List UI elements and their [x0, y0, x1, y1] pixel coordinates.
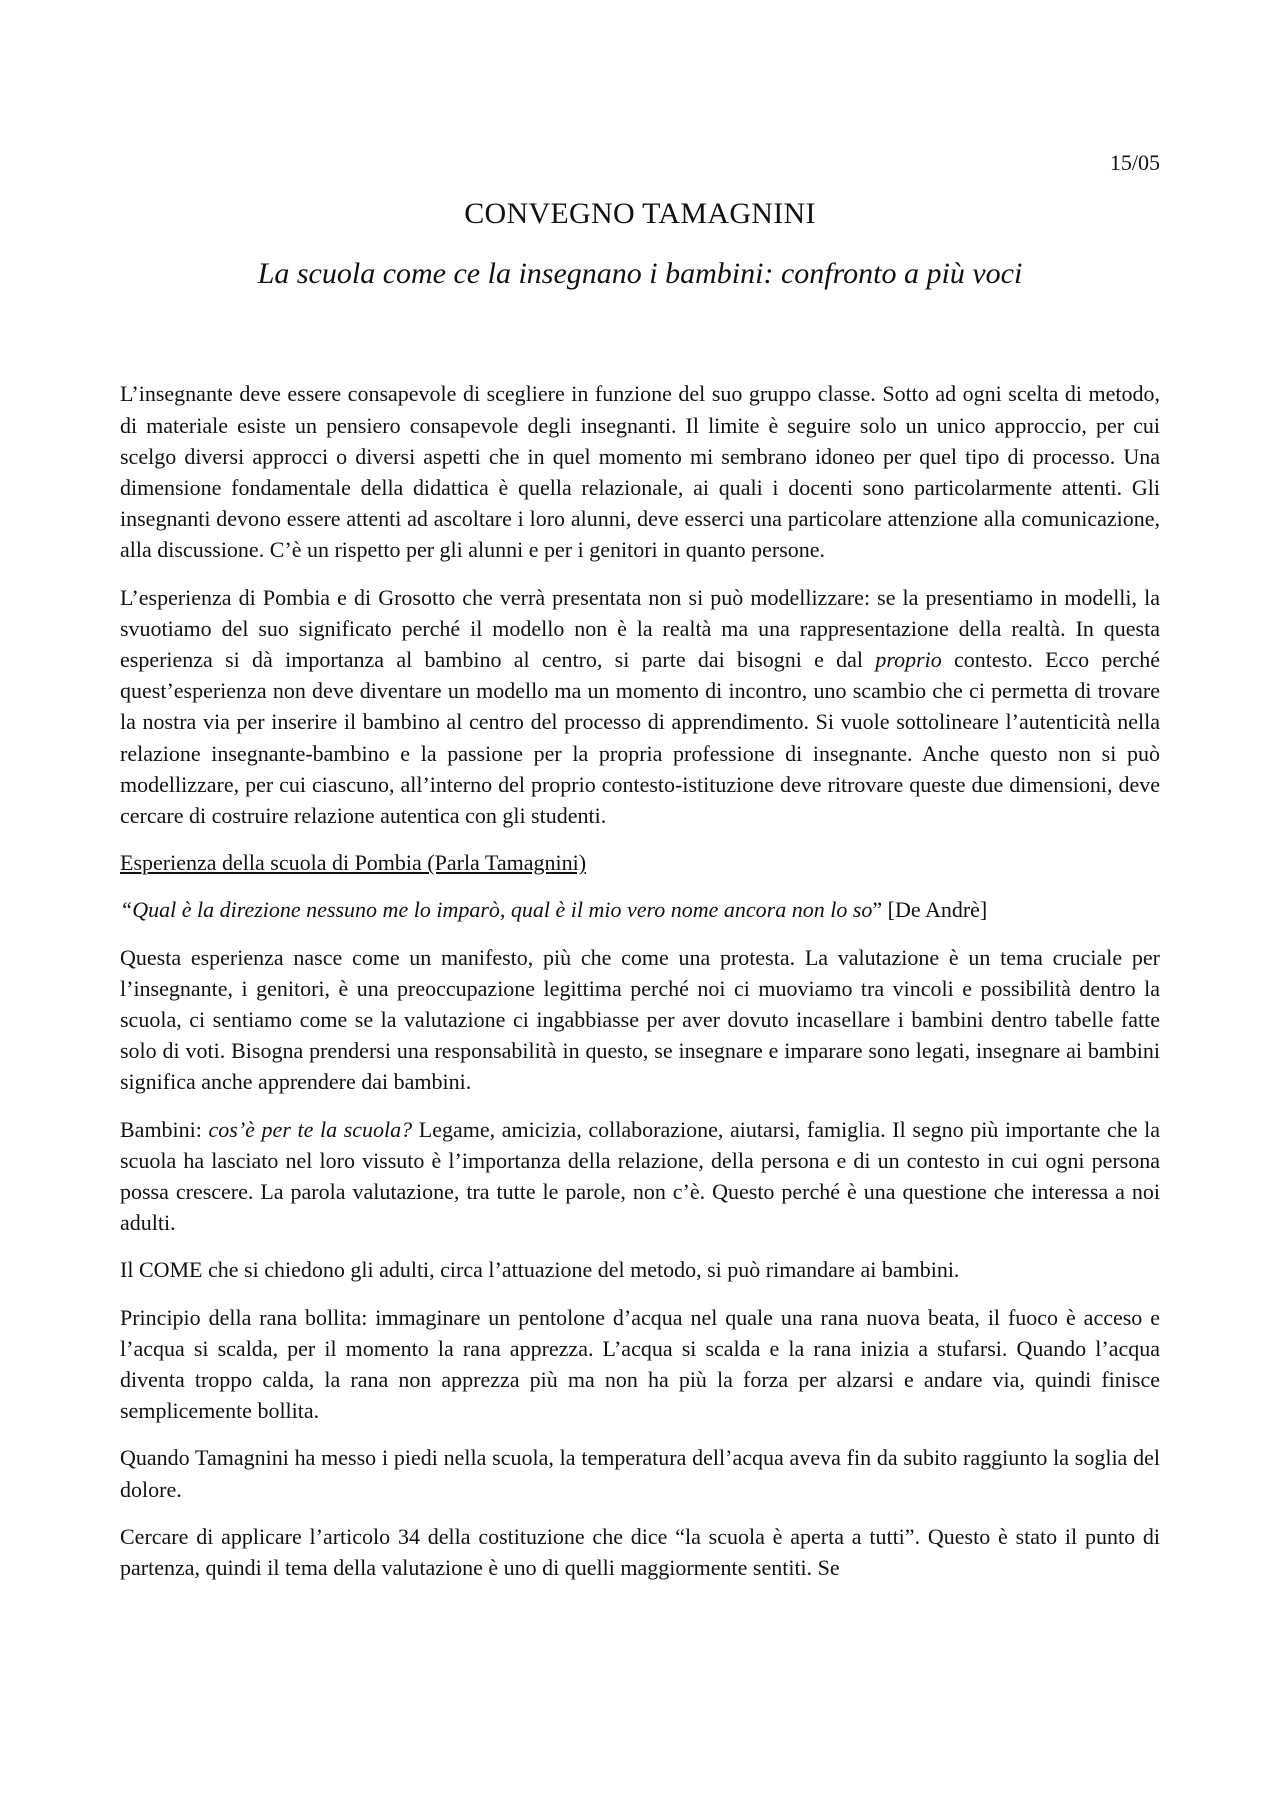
emphasis-question: cos’è per te la scuola?: [208, 1116, 413, 1142]
paragraph-text: Legame, amicizia, collaborazione, aiutarsi, famiglia. Il segno più importante che la scuola ha lasciato nel loro vissuto è l’importanza della relazione, della persona e di un contesto in cui ogni persona possa crescere. La parola valutazione, tra tutte le parole, non c’è. Questo perché è una questione che interessa a noi adulti.: [120, 1116, 1160, 1236]
paragraph-manifesto: Questa esperienza nasce come un manifesto, più che come una protesta. La valutazione è un tema cruciale per l’insegnante, i genitori, è una preoccupazione legittima perché noi ci muoviamo tra vincoli e possibilità dentro la scuola, ci sentiamo come se la valutazione ci ingabbiasse per aver dovuto incasellare i bambini dentro tabelle fatte solo di voti. Bisogna prendersi una responsabilità in questo, se insegnare e imparare sono legati, insegnare ai bambini significa anche apprendere dai bambini.: [120, 944, 1160, 1095]
paragraph-text: Bambini:: [120, 1116, 209, 1142]
paragraph-temperatura: Quando Tamagnini ha messo i piedi nella scuola, la temperatura dell’acqua aveva fin da subito raggiunto la soglia del dolore.: [120, 1445, 1160, 1502]
document-page: [120, 150, 1160, 1599]
emphasis-text: proprio: [875, 647, 942, 673]
paragraph-rana-bollita: Principio della rana bollita: immaginare un pentolone d’acqua nel quale una rana nuova beata, il fuoco è acceso e l’acqua si scalda, per il momento la rana apprezza. L’acqua si scalda e la rana inizia a stufarsi. Quando l’acqua diventa troppo calda, la rana non apprezza più ma non ha più la forza per alzarsi e andare via, quindi finisce semplicemente bollita.: [120, 1304, 1160, 1424]
paragraph-articolo-34: Cercare di applicare l’articolo 34 della costituzione che dice “la scuola è aperta a tutti”. Questo è stato il punto di partenza, quindi il tema della valutazione è uno di quelli maggiormente sentiti. Se: [120, 1523, 1160, 1581]
paragraph-intro: L’insegnante deve essere consapevole di scegliere in funzione del suo gruppo classe. Sotto ad ogni scelta di metodo, di materiale esiste un pensiero consapevole degli insegnanti. Il limite è seguire solo un unico approccio, per cui scelgo diversi approcci o diversi aspetti che in quel momento mi sembrano idoneo per quel tipo di processo. Una dimensione fondamentale della didattica è quella relazionale, ai quali i docenti sono particolarmente attenti. Gli insegnanti devono essere attenti ad ascoltare i loro alunni, deve esserci una particolare attenzione alla comunicazione, alla discussione. C’è un rispetto per gli alunni e per i genitori in quanto persone.: [120, 381, 1160, 563]
section-heading-pombia: Esperienza della scuola di Pombia (Parla Tamagnini): [120, 850, 587, 876]
document-subtitle: La scuola come ce la insegnano i bambini: confronto a più voci: [257, 257, 1023, 291]
quote-de-andre: [120, 894, 1160, 925]
quote-attribution: ” [De Andrè]: [872, 897, 988, 923]
quote-text: “Qual è la direzione nessuno me lo imparò, qual è il mio vero nome ancora non lo so: [120, 897, 873, 923]
paragraph-bambini: [120, 1114, 1160, 1239]
page-date: 15/05: [1109, 150, 1160, 175]
paragraph-come: Il COME che si chiedono gli adulti, circa l’attuazione del metodo, si può rimandare ai bambini.: [120, 1257, 960, 1283]
document-body: [120, 378, 1160, 1583]
paragraph-text: contesto. Ecco perché quest’esperienza non deve diventare un modello ma un momento di incontro, uno scambio che ci permetta di trovare la nostra via per inserire il bambino al centro del processo di apprendimento. Si vuole sottolineare l’autenticità nella relazione insegnante-bambino e la passione per la propria professione di insegnante. Anche questo non si può modellizzare, per cui ciascuno, all’interno del proprio contesto-istituzione deve ritrovare queste due dimensioni, deve cercare di costruire relazione autentica con gli studenti.: [120, 647, 1160, 829]
paragraph-pombia-grosotto: [120, 582, 1160, 832]
document-title: CONVEGNO TAMAGNINI: [464, 197, 816, 231]
paragraph-text: L’esperienza di Pombia e di Grosotto che verrà presentata non si può modellizzare: se la presentiamo in modelli, la svuotiamo del suo significato perché il modello non è la realtà ma una rappresentazione della realtà. In questa esperienza si dà importanza al bambino al centro, si parte dai bisogni e dal: [120, 584, 1160, 673]
